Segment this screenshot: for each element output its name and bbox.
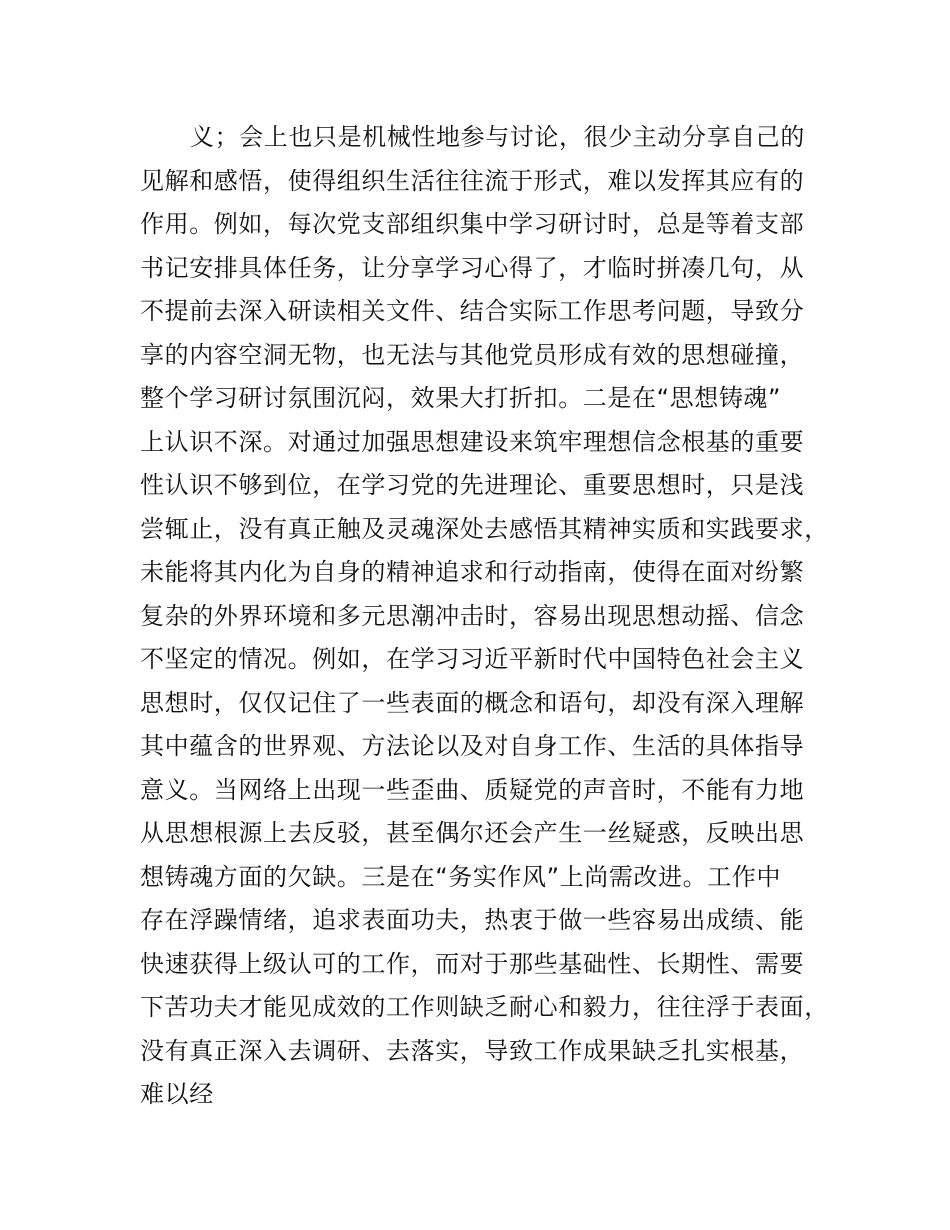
text-line: 下苦功夫才能见成效的工作则缺乏耐心和毅力，往往浮于表面， [140, 993, 829, 1021]
text-line: 没有真正深入去调研、去落实，导致工作成果缺乏扎实根基， [140, 1036, 805, 1065]
text-line: 意义。当网络上出现一些歪曲、质疑党的声音时，不能有力地 [140, 775, 805, 804]
text-line: 其中蕴含的世界观、方法论以及对自身工作、生活的具体指导 [140, 732, 805, 760]
text-line: 不提前去深入研读相关文件、结合实际工作思考问题，导致分 [140, 297, 805, 325]
text-line: 上认识不深。对通过加强思想建设来筑牢理想信念根基的重要 [140, 427, 805, 456]
text-line: 尝辄止，没有真正触及灵魂深处去感悟其精神实质和实践要求， [140, 514, 829, 543]
text-line: 复杂的外界环境和多元思潮冲击时，容易出现思想动摇、信念 [140, 601, 805, 630]
text-line: 存在浮躁情绪，追求表面功夫，热衷于做一些容易出成绩、能 [140, 906, 805, 934]
text-line: 思想时，仅仅记住了一些表面的概念和语句，却没有深入理解 [140, 688, 805, 717]
text-line: 快速获得上级认可的工作，而对于那些基础性、长期性、需要 [140, 949, 805, 978]
body-text [140, 116, 840, 1117]
text-line: 未能将其内化为自身的精神追求和行动指南，使得在面对纷繁 [140, 558, 805, 586]
text-line: 作用。例如，每次党支部组织集中学习研讨时，总是等着支部 [140, 210, 805, 238]
text-line: 难以经 [140, 1080, 214, 1108]
text-line: 见解和感悟，使得组织生活往往流于形式，难以发挥其应有的 [140, 166, 805, 195]
text-line: 义；会上也只是机械性地参与讨论，很少主动分享自己的 [190, 123, 805, 151]
text-line: 书记安排具体任务，让分享学习心得了，才临时拼凑几句，从 [140, 253, 805, 282]
text-line: 享的内容空洞无物，也无法与其他党员形成有效的思想碰撞， [140, 340, 805, 369]
text-line: 整个学习研讨氛围沉闷，效果大打折扣。二是在“思想铸魂” [140, 384, 782, 412]
text-line: 不坚定的情况。例如，在学习习近平新时代中国特色社会主义 [140, 645, 805, 673]
text-line: 想铸魂方面的欠缺。三是在“务实作风”上尚需改进。工作中 [140, 862, 782, 891]
text-line: 从思想根源上去反驳，甚至偶尔还会产生一丝疑惑，反映出思 [140, 819, 805, 847]
text-line: 性认识不够到位，在学习党的先进理论、重要思想时，只是浅 [140, 471, 805, 499]
